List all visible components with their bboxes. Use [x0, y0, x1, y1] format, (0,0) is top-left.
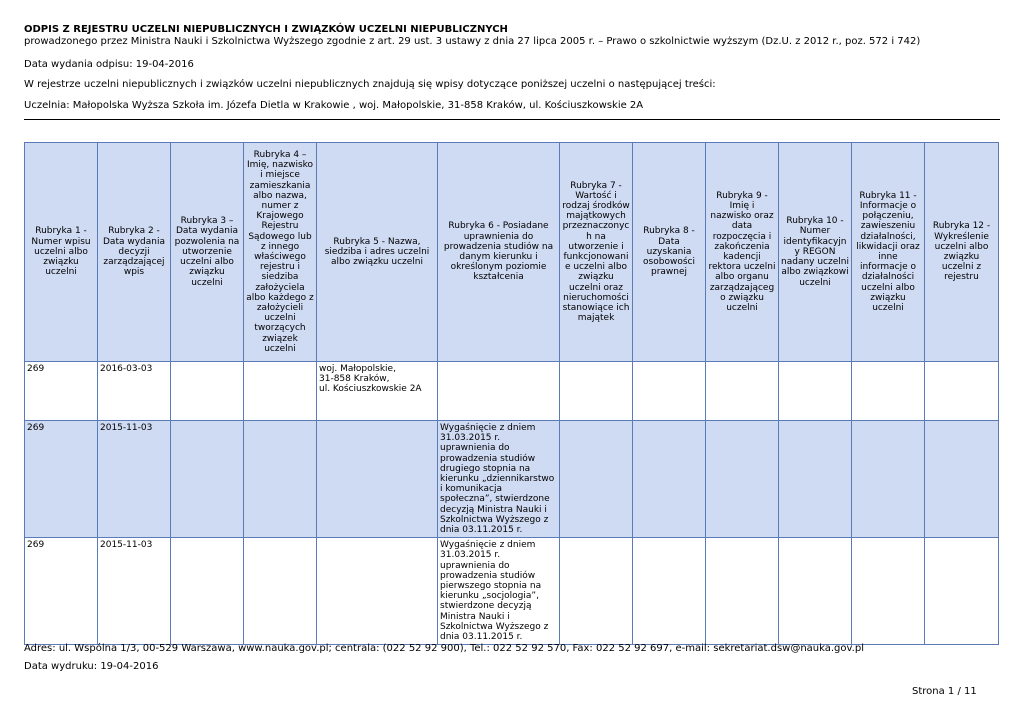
table-cell: Wygaśnięcie z dniem 31.03.2015 r. uprawnienia do prowadzenia studiów drugiego stopnia na kierunku „dziennikarstwo i komunikacja społeczna”, stwierdzone decyzją Ministra Nauki i Szkolnictwa Wyższego z dnia 03.11.2015 r. [438, 421, 560, 538]
table-row [25, 362, 999, 421]
table-cell: 269 [25, 538, 98, 645]
table-cell [852, 421, 925, 538]
table-cell [244, 421, 317, 538]
print-date: Data wydruku: 19-04-2016 [24, 661, 159, 672]
table-cell [317, 421, 438, 538]
university-line: Uczelnia: Małopolska Wyższa Szkoła im. Józefa Dietla w Krakowie , woj. Małopolskie, 31-858 Kraków, ul. Kościuszkowskie 2A [24, 100, 644, 111]
column-header: Rubryka 7 - Wartość i rodzaj środków majątkowych przeznaczonych na utworzenie i funkcjonowanie uczelni albo związku uczelni oraz nieruchomości stanowiące ich majątek [560, 143, 633, 362]
document-header [24, 24, 1000, 48]
divider [24, 119, 1000, 120]
table-cell: 269 [25, 362, 98, 421]
column-header: Rubryka 3 – Data wydania pozwolenia na utworzenie uczelni albo związku uczelni [171, 143, 244, 362]
table-header-row [25, 143, 999, 362]
issue-date: Data wydania odpisu: 19-04-2016 [24, 59, 194, 70]
table-cell [560, 421, 633, 538]
column-header: Rubryka 8 - Data uzyskania osobowości prawnej [633, 143, 706, 362]
table-cell [633, 362, 706, 421]
table-cell [633, 538, 706, 645]
table-cell [706, 421, 779, 538]
page-number: Strona 1 / 11 [912, 686, 977, 697]
table-row [25, 538, 999, 645]
column-header: Rubryka 11 - Informacje o połączeniu, zawieszeniu działalności, likwidacji oraz inne informacje o działalności uczelni albo związku uczelni [852, 143, 925, 362]
table-cell [925, 421, 999, 538]
table-cell [779, 362, 852, 421]
table-cell: 2015-11-03 [98, 538, 171, 645]
table-cell: woj. Małopolskie, 31-858 Kraków, ul. Kościuszkowskie 2A [317, 362, 438, 421]
table-cell [171, 362, 244, 421]
table-cell [852, 538, 925, 645]
column-header: Rubryka 9 - Imię i nazwisko oraz data rozpoczęcia i zakończenia kadencji rektora uczelni albo organu zarządzającego związku uczelni [706, 143, 779, 362]
table-cell [779, 421, 852, 538]
table-cell [171, 421, 244, 538]
column-header: Rubryka 12 - Wykreślenie uczelni albo związku uczelni z rejestru [925, 143, 999, 362]
column-header: Rubryka 10 - Numer identyfikacyjny REGON nadany uczelni albo związkowi uczelni [779, 143, 852, 362]
table-cell [560, 538, 633, 645]
column-header: Rubryka 6 - Posiadane uprawnienia do prowadzenia studiów na danym kierunku i określonym poziomie kształcenia [438, 143, 560, 362]
table-cell: 2016-03-03 [98, 362, 171, 421]
register-table [24, 142, 999, 645]
table-cell [852, 362, 925, 421]
column-header: Rubryka 1 - Numer wpisu uczelni albo związku uczelni [25, 143, 98, 362]
table-cell [244, 362, 317, 421]
table-cell [706, 538, 779, 645]
table-cell [438, 362, 560, 421]
table-cell: 2015-11-03 [98, 421, 171, 538]
column-header: Rubryka 4 – Imię, nazwisko i miejsce zamieszkania albo nazwa, numer z Krajowego Rejestru Sądowego lub z innego właściwego rejestru i siedziba założyciela albo każdego z założycieli uczelni tworzących związek uczelni [244, 143, 317, 362]
footer-address: Adres: ul. Wspólna 1/3, 00-529 Warszawa, www.nauka.gov.pl; centrala: (022 52 92 900), Tel.: 022 52 92 570, Fax: 022 52 92 697, e-mail: sekretariat.dsw@nauka.gov.pl [24, 643, 864, 654]
column-header: Rubryka 5 - Nazwa, siedziba i adres uczelni albo związku uczelni [317, 143, 438, 362]
table-cell [171, 538, 244, 645]
table-cell [706, 362, 779, 421]
intro-text: W rejestrze uczelni niepublicznych i związków uczelni niepublicznych znajdują się wpisy dotyczące poniższej uczelni o następującej treści: [24, 79, 716, 90]
document-title: ODPIS Z REJESTRU UCZELNI NIEPUBLICZNYCH I ZWIĄZKÓW UCZELNI NIEPUBLICZNYCH [24, 24, 508, 35]
table-cell [244, 538, 317, 645]
table-cell [317, 538, 438, 645]
table-cell [925, 538, 999, 645]
table-row [25, 421, 999, 538]
table-cell [560, 362, 633, 421]
document-subtitle: prowadzonego przez Ministra Nauki i Szkolnictwa Wyższego zgodnie z art. 29 ust. 3 ustawy z dnia 27 lipca 2005 r. – Prawo o szkolnictwie wyższym (Dz.U. z 2012 r., poz. 572 i 742) [24, 36, 921, 47]
table-cell: 269 [25, 421, 98, 538]
column-header: Rubryka 2 - Data wydania decyzji zarządzającej wpis [98, 143, 171, 362]
table-cell [925, 362, 999, 421]
table-cell [633, 421, 706, 538]
table-cell: Wygaśnięcie z dniem 31.03.2015 r. uprawnienia do prowadzenia studiów pierwszego stopnia na kierunku „socjologia”, stwierdzone decyzją Ministra Nauki i Szkolnictwa Wyższego z dnia 03.11.2015 r. [438, 538, 560, 645]
table-cell [779, 538, 852, 645]
